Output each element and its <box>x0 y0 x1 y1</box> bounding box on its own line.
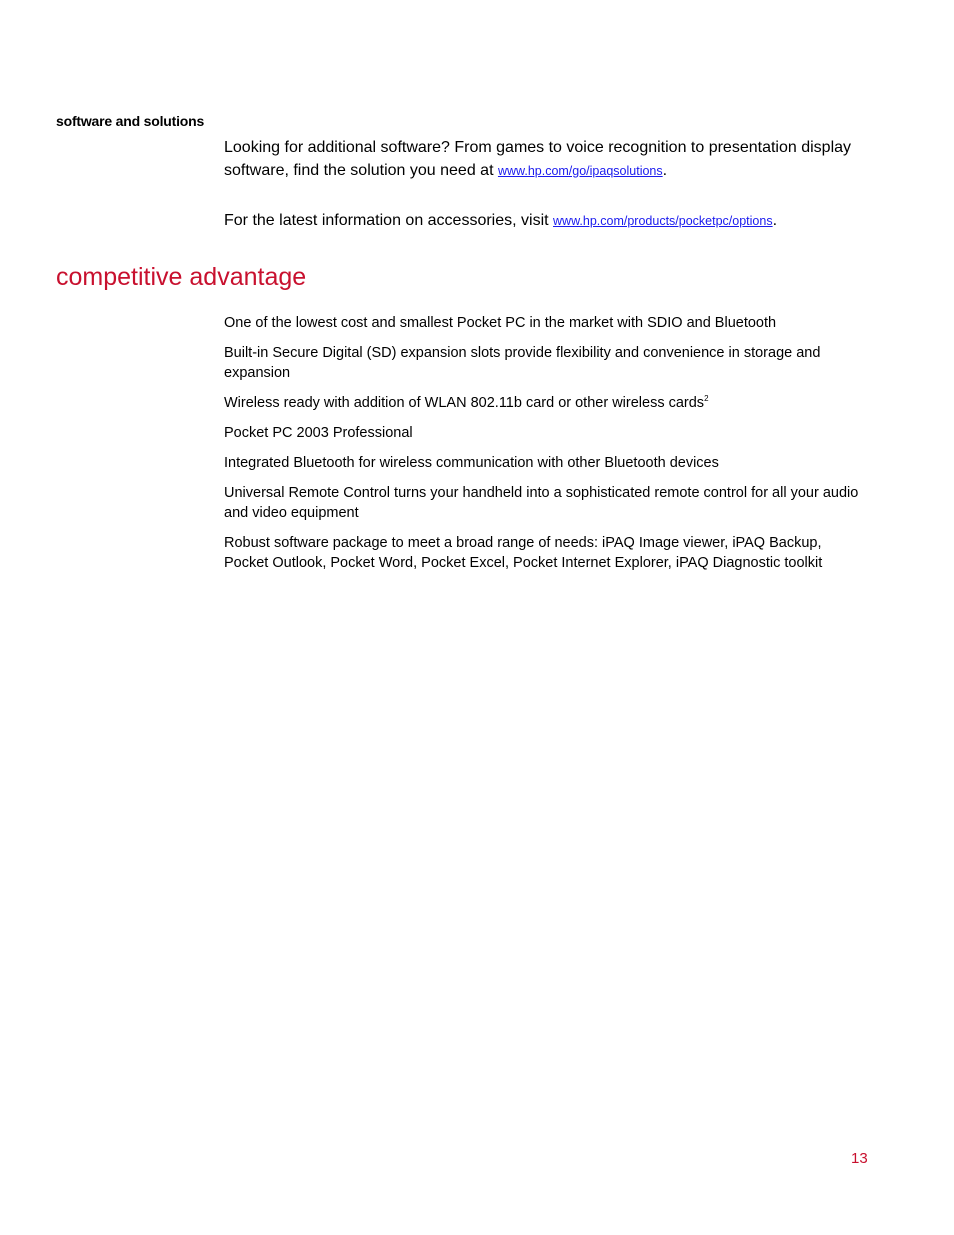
list-item <box>224 483 869 523</box>
list-item-text: Pocket PC 2003 Professional <box>224 425 413 441</box>
footnote-marker: 2 <box>704 394 709 404</box>
list-item-text: One of the lowest cost and smallest Pocket PC in the market with SDIO and Bluetooth <box>224 315 777 331</box>
list-item-text: Built-in Secure Digital (SD) expansion slots provide flexibility and convenience in storage and expansion <box>224 345 821 381</box>
section-heading-software-solutions: software and solutions <box>56 113 205 129</box>
list-item <box>224 423 869 443</box>
page-number: 13 <box>851 1150 868 1167</box>
list-item-text: Robust software package to meet a broad range of needs: iPAQ Image viewer, iPAQ Backup, Pocket Outlook, Pocket Word, Pocket Excel, Pocket Internet Explorer, iPAQ Diagnostic toolkit <box>224 535 823 571</box>
software-intro-period: . <box>662 162 668 179</box>
list-item <box>224 393 869 413</box>
competitive-advantage-title: competitive advantage <box>56 263 307 291</box>
accessories-paragraph <box>224 209 854 233</box>
ipaqsolutions-link[interactable]: www.hp.com/go/ipaqsolutions <box>497 164 663 178</box>
competitive-advantage-list <box>224 313 869 583</box>
list-item-text: Universal Remote Control turns your handheld into a sophisticated remote control for all your audio and video equipment <box>224 485 859 521</box>
software-intro-paragraph <box>224 136 854 183</box>
list-item-text: Integrated Bluetooth for wireless communication with other Bluetooth devices <box>224 455 719 471</box>
software-intro-text: Looking for additional software? From games to voice recognition to presentation display software, find the solution you need at <box>224 139 852 179</box>
pocketpc-options-link[interactable]: www.hp.com/products/pocketpc/options <box>553 214 773 228</box>
list-item <box>224 453 869 473</box>
accessories-text: For the latest information on accessories, visit <box>224 212 554 229</box>
list-item-text: Wireless ready with addition of WLAN 802.11b card or other wireless cards <box>224 395 705 411</box>
list-item <box>224 343 869 383</box>
list-item <box>224 313 869 333</box>
accessories-period: . <box>772 212 778 229</box>
list-item <box>224 533 869 573</box>
